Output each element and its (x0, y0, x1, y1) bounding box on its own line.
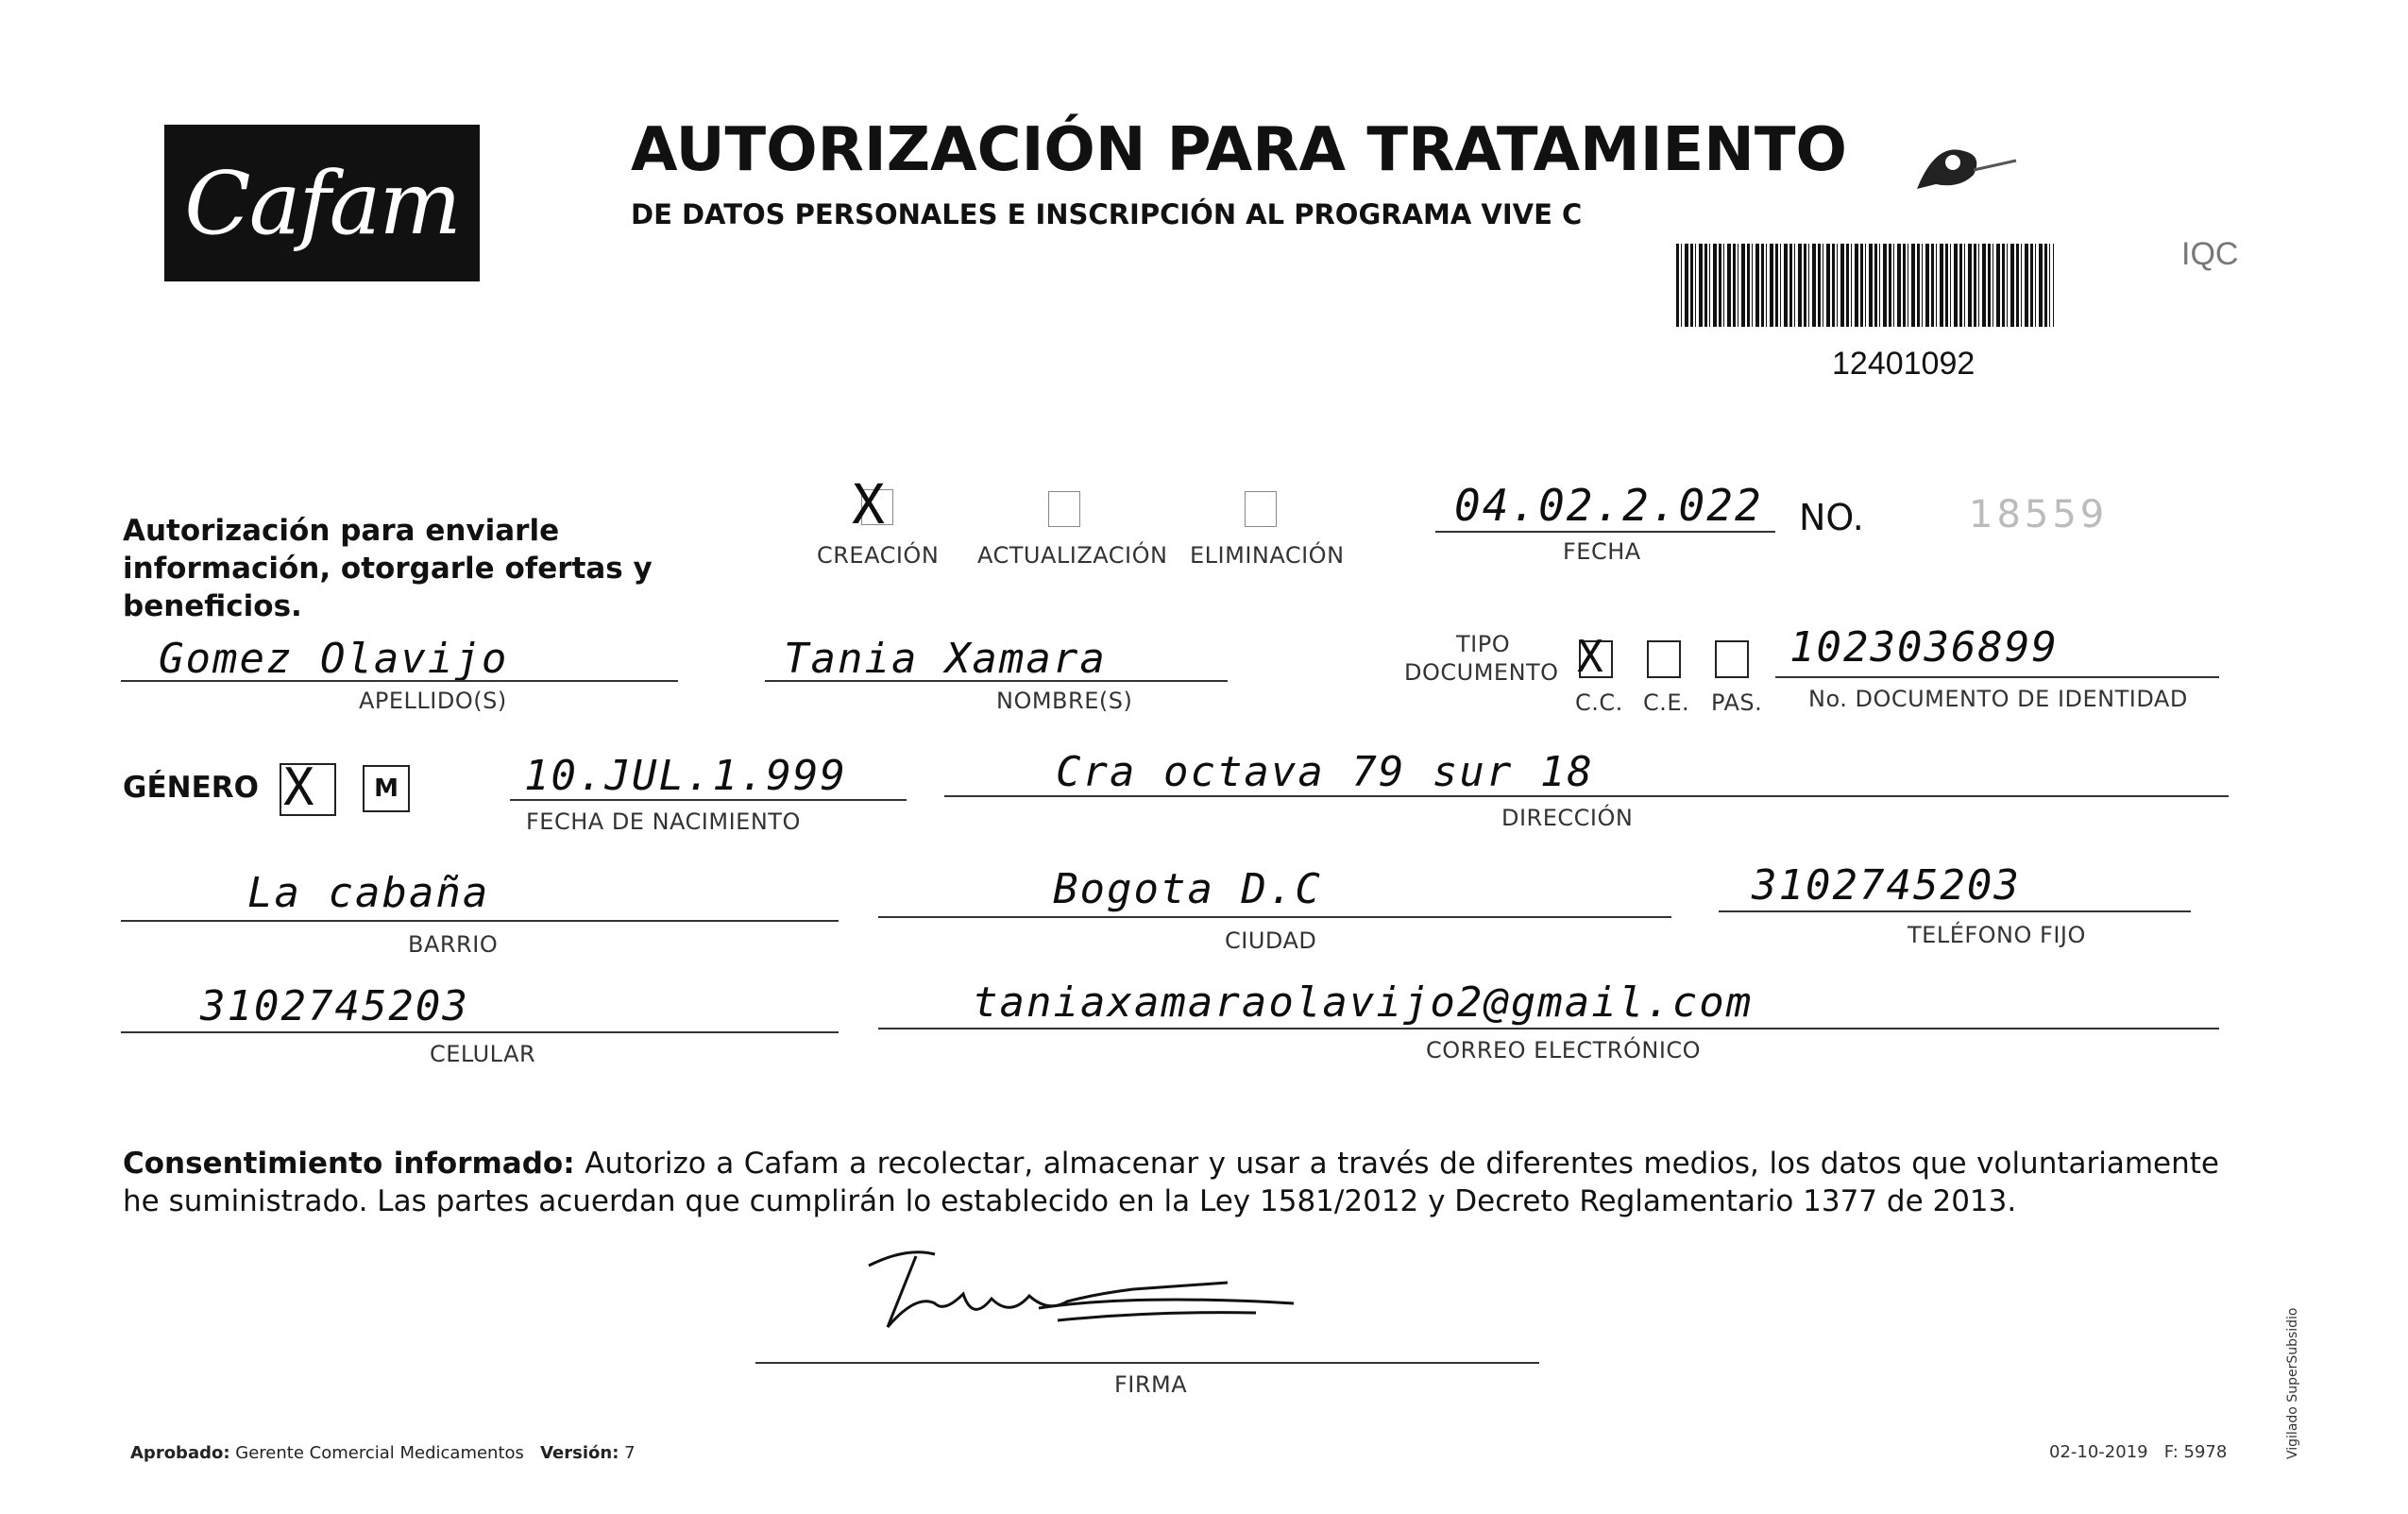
consent-paragraph (123, 1145, 2219, 1220)
telefono-fijo-label: TELÉFONO FIJO (1908, 922, 2086, 948)
creacion-check-mark: X (852, 472, 887, 536)
genero-label: GÉNERO (123, 771, 259, 805)
nombres-value[interactable]: Tania Xamara (784, 635, 1107, 683)
date-code: 02-10-2019 (2049, 1442, 2148, 1462)
approved-label: Aprobado: (130, 1443, 230, 1463)
checkbox-pas[interactable] (1715, 640, 1749, 678)
barrio-value[interactable]: La cabaña (247, 869, 490, 917)
checkbox-genero-m[interactable]: M (363, 765, 410, 812)
cc-check-mark: X (1577, 631, 1605, 682)
apellidos-label: APELLIDO(S) (359, 688, 507, 714)
actualizacion-label: ACTUALIZACIÓN (977, 542, 1168, 569)
form-title: AUTORIZACIÓN PARA TRATAMIENTO (631, 115, 1847, 185)
eliminacion-label: ELIMINACIÓN (1190, 542, 1345, 569)
pas-label: PAS. (1711, 689, 1763, 716)
direccion-value[interactable]: Cra octava 79 sur 18 (1056, 748, 1594, 796)
barrio-label: BARRIO (408, 931, 499, 958)
handwritten-signature (850, 1237, 1341, 1341)
fecha-nacimiento-value[interactable]: 10.JUL.1.999 (524, 752, 847, 800)
cc-label: C.C. (1575, 689, 1623, 716)
cafam-logo: Cafam (164, 125, 480, 281)
checkbox-ce[interactable] (1647, 640, 1681, 678)
documento-line (1775, 676, 2219, 678)
consent-text: Autorizo a Cafam a recolectar, almacenar y usar a través de diferentes medios, los datos que voluntariamente he suministrado. Las partes acuerdan que cumplirán lo establecido en la Ley 1581/2012 y Decreto Reglamentario 1377 de 2013. (123, 1147, 2220, 1218)
version-label: Versión: (540, 1443, 619, 1463)
ciudad-label: CIUDAD (1225, 927, 1317, 954)
approved-value: Gerente Comercial Medicamentos (235, 1443, 524, 1463)
checkbox-eliminacion[interactable] (1245, 491, 1277, 527)
corner-code: IQC (2181, 236, 2239, 272)
version-value: 7 (624, 1443, 636, 1463)
footer-approval (130, 1443, 636, 1463)
ciudad-value[interactable]: Bogota D.C (1053, 865, 1322, 913)
celular-label: CELULAR (430, 1041, 536, 1067)
celular-value[interactable]: 3102745203 (200, 982, 469, 1030)
correo-label: CORREO ELECTRÓNICO (1426, 1037, 1702, 1063)
celular-line (121, 1031, 839, 1033)
telefono-fijo-value[interactable]: 3102745203 (1752, 861, 2021, 910)
documento-value[interactable]: 1023036899 (1789, 623, 2059, 672)
firma-label: FIRMA (1114, 1371, 1188, 1398)
fecha-label: FECHA (1563, 538, 1641, 565)
form-code: F: 5978 (2163, 1442, 2228, 1462)
nombres-label: NOMBRE(S) (996, 688, 1133, 714)
fecha-value[interactable]: 04.02.2.022 (1454, 480, 1763, 531)
tipo-label-1: TIPO (1456, 631, 1511, 657)
checkbox-actualizacion[interactable] (1048, 491, 1080, 527)
numero-value: 18559 (1969, 493, 2109, 536)
footer-codes (2049, 1442, 2227, 1462)
direccion-label: DIRECCIÓN (1501, 805, 1634, 831)
stamp-mark-icon (1908, 132, 2021, 198)
barcode-number: 12401092 (1832, 346, 1976, 382)
documento-label: No. DOCUMENTO DE IDENTIDAD (1808, 686, 2188, 712)
nombres-line (765, 680, 1228, 682)
apellidos-line (121, 680, 678, 682)
numero-label: NO. (1799, 497, 1864, 538)
consent-heading: Consentimiento informado: (123, 1147, 575, 1181)
fecha-line (1435, 531, 1775, 533)
telefono-fijo-line (1719, 910, 2191, 912)
direccion-line (944, 795, 2229, 797)
apellidos-value[interactable]: Gomez Olavijo (159, 635, 509, 683)
correo-value[interactable]: taniaxamaraolavijo2@gmail.com (973, 978, 1754, 1027)
creacion-label: CREACIÓN (817, 542, 940, 569)
ce-label: C.E. (1643, 689, 1690, 716)
firma-line (755, 1362, 1539, 1364)
fecha-nacimiento-label: FECHA DE NACIMIENTO (526, 808, 801, 835)
correo-line (878, 1028, 2219, 1029)
ciudad-line (878, 916, 1671, 918)
barcode (1676, 244, 2054, 327)
fecha-nacimiento-line (510, 799, 907, 801)
genero-f-check-mark: X (283, 757, 316, 817)
barrio-line (121, 920, 839, 922)
form-subtitle: DE DATOS PERSONALES E INSCRIPCIÓN AL PROGRAMA VIVE C (631, 198, 1583, 230)
tipo-label-2: DOCUMENTO (1404, 659, 1559, 686)
authorization-intro: Autorización para enviarle información, otorgarle ofertas y beneficios. (123, 514, 653, 623)
vigilado-vertical-text: Vigilado SuperSubsidio (2285, 1307, 2300, 1459)
